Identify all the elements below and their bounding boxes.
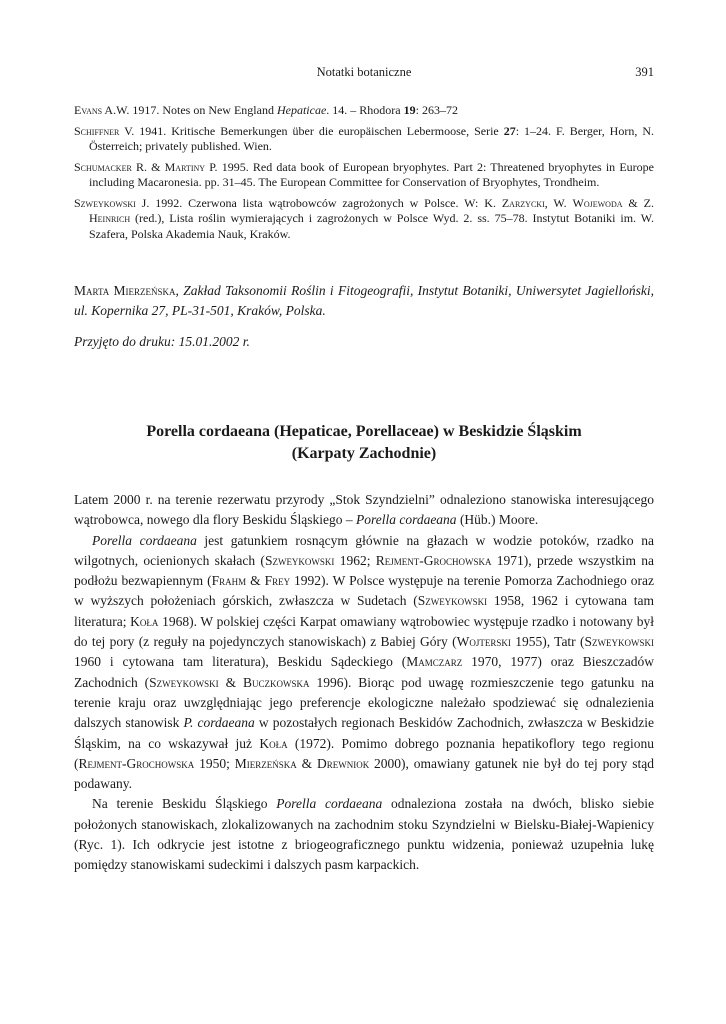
reference-evans: Evans A.W. 1917. Notes on New England Hepaticae. 14. – Rhodora 19: 263–72	[74, 103, 458, 117]
author-affiliation	[74, 281, 654, 352]
reference-schumacker: Schumacker R. & Martiny P. 1995. Red data book of European bryophytes. Part 2: Threatened bryophytes in Europe including Macaronesia. pp. 31–45. The European Committee for Conservation of Bryophytes, Trondheim.	[74, 159, 654, 189]
ref-author: Szweykowski	[74, 195, 136, 210]
paragraph-1: Latem 2000 r. na terenie rezerwatu przyrody „Stok Szyndzielni” odnaleziono stanowiska interesującego wątrobowca, nowego dla flory Beskidu Śląskiego – Porella cordaeana (Hüb.) Moore.	[74, 492, 654, 528]
paragraph-3: Na terenie Beskidu Śląskiego Porella cordaeana odnaleziona została na dwóch, blisko siebie położonych stanowiskach, zlokalizowanych na zachodnim stoku Szyndzielni w Bielsku-Białej-Wapienicy (Ryc. 1). Ich odkrycie jest istotne z briogeograficznego punktu widzenia, ponieważ uzupełnia lukę pomiędzy stanowiskami sudeckimi i dalszych pasm karpackich.	[74, 796, 654, 873]
species-name: Porella cordaeana	[92, 532, 197, 548]
species-name: Porella cordaeana	[276, 796, 383, 812]
ref-author: Schumacker	[74, 159, 132, 174]
affiliation-text: , Zakład Taksonomii Roślin i Fitogeografii, Instytut Botaniki, Uniwersytet Jagielloński, ul. Kopernika 27, PL-31-501, Kraków, Polska.	[74, 283, 654, 318]
ref-author: Evans	[74, 103, 103, 117]
article-body	[74, 490, 654, 876]
paragraph-2: Porella cordaeana jest gatunkiem rosnącym głównie na głazach w wodzie potoków, rzadko na wilgotnych, ocienionych skałach (Szweykowski 1962; Rejment-Grochowska 1971), przede wszystkim na podłożu bezwapiennym (Frahm & Frey 1992). W Polsce występuje na terenie Pomorza Zachodniego oraz w wyższych położeniach górskich, zwłaszcza w Sudetach (Szweykowski 1958, 1962 i cytowana tam literatura; Koła 1968). W polskiej części Karpat omawiany wątrobowiec występuje rzadko i notowany był do tej pory (z reguły na pojedynczych stanowiskach) z Babiej Góry (Wojterski 1955), Tatr (Szweykowski 1960 i cytowana tam literatura), Beskidu Sądeckiego (Mamczarz 1970, 1977) oraz Bieszczadów Zachodnich (Szweykowski & Buczkowska 1996). Biorąc pod uwagę rozmieszczenie tego gatunku na terenie kraju oraz uwzględniając jego preferencje ekologiczne należało spodziewać się odnalezienia dalszych stanowisk P. cordaeana w pozostałych regionach Beskidów Zachodnich, zwłaszcza w Beskidzie Śląskim, na co wskazywał już Koła (1972). Pomimo dobrego poznania hepatikoflory tego regionu (Rejment-Grochowska 1950; Mierzeńska & Drewniok 2000), omawiany gatunek nie był do tej pory stąd podawany.	[74, 532, 655, 792]
ref-author: Schiffner	[74, 123, 120, 138]
page-number: 391	[635, 65, 654, 79]
running-head-title: Notatki botaniczne	[316, 65, 412, 79]
reference-list	[74, 103, 654, 247]
reference-schiffner: Schiffner V. 1941. Kritische Bemerkungen über die europäischen Lebermoose, Serie 27: 1–24. F. Berger, Horn, N. Österreich; privately published. Wien.	[74, 123, 654, 153]
article-title-line1: Porella cordaeana (Hepaticae, Porellaceae) w Beskidzie Śląskim	[146, 423, 582, 440]
received-date: Przyjęto do druku: 15.01.2002 r.	[74, 334, 250, 349]
species-name: P. cordaeana	[183, 715, 255, 731]
author-line	[74, 281, 654, 321]
article-title	[74, 421, 654, 465]
article-title-line2: (Karpaty Zachodnie)	[291, 445, 437, 462]
author-name: Marta Mierzeńska	[74, 283, 176, 298]
reference-szweykowski: Szweykowski J. 1992. Czerwona lista wątrobowców zagrożonych w Polsce. W: K. Zarzycki, W. Wojewoda & Z. Heinrich (red.), Lista roślin wymierających i zagrożonych w Polsce Wyd. 2. ss. 75–78. Instytut Botaniki im. W. Szafera, Polska Akademia Nauk, Kraków.	[74, 195, 654, 241]
species-name: Porella cordaeana	[355, 512, 457, 528]
